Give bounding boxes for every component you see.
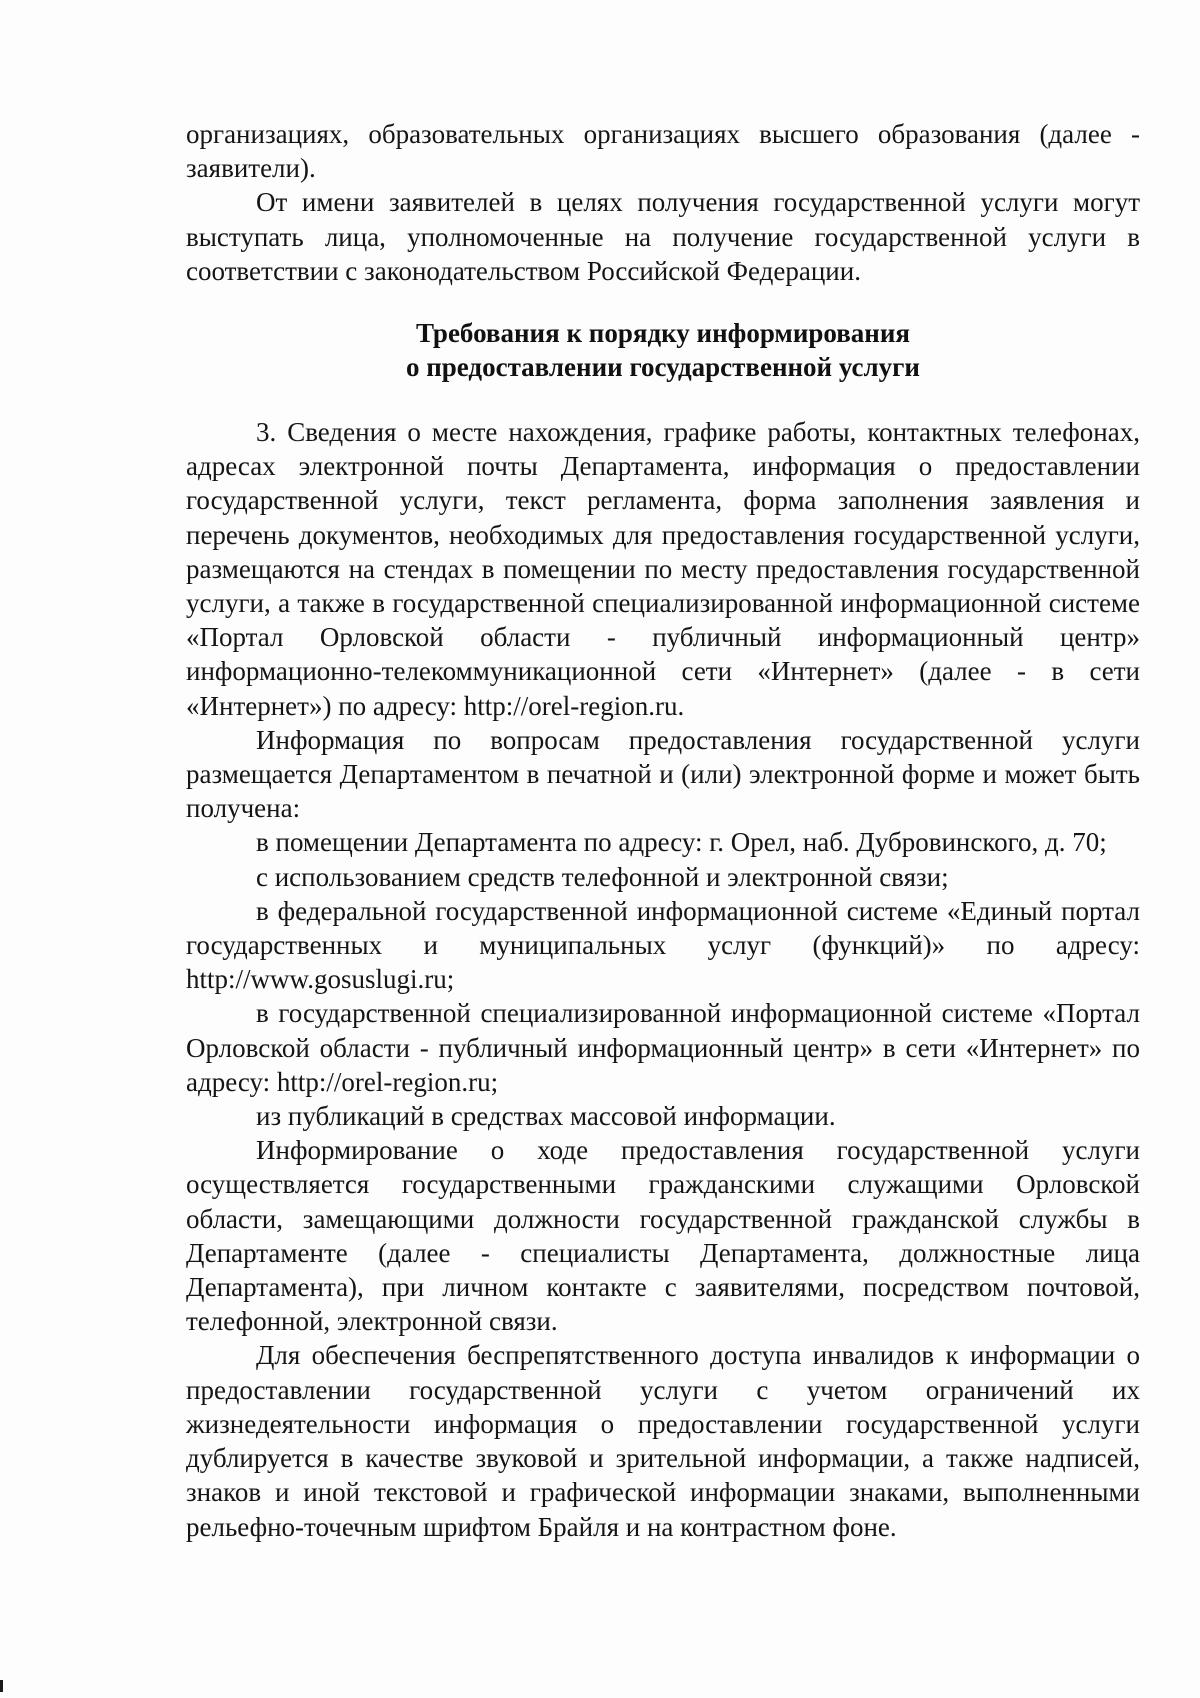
section-body (186, 415, 1140, 1544)
paragraph-orel-region-portal: в государственной специализированной информационной системе «Портал Орловской области - публичный информационный центр» в сети «Интернет» по адресу: http://orel-region.ru; (186, 998, 1140, 1097)
paragraph-progress-informing: Информирование о ходе предоставления государственной услуги осуществляется государственными гражданскими служащими Орловской области, замещающими должности государственной гражданской службы в Департаменте (далее - специалисты Департамента, должностные лица Департамента), при личном контакте с заявителями, посредством почтовой, телефонной, электронной связи. (186, 1135, 1140, 1337)
paragraph-gosuslugi-portal: в федеральной государственной информационной системе «Единый портал государственных и муниципальных услуг (функций)» по адресу: http://www.gosuslugi.ru; (186, 895, 1140, 995)
intro-paragraph-continuation: организациях, образовательных организациях высшего образования (далее - заявители). (186, 119, 1140, 184)
paragraph-3-info-placement: 3. Сведения о месте нахождения, графике работы, контактных телефонах, адресах электронной почты Департамента, информация о предоставлении государственной услуги, текст регламента, форма заполнения заявления и перечень документов, необходимых для предоставления государственной услуги, размещаются на стендах в помещении по месту предоставления государственной услуги, а также в государственной специализированной информационной системе «Портал Орловской области - публичный информационный центр» информационно-телекоммуникационной сети «Интернет» (далее - в сети «Интернет») по адресу: http://orel-region.ru. (186, 417, 1140, 721)
intro-paragraph-representatives: От имени заявителей в целях получения государственной услуги могут выступать лица, уполномоченные на получение государственной услуги в соответствии с законодательством Российской Федерации. (186, 187, 1140, 286)
section-heading-line-2: о предоставлении государственной услуги (405, 352, 920, 382)
section-heading (186, 316, 1140, 384)
intro-block (186, 117, 1140, 288)
scan-edge-mark (0, 1680, 3, 1692)
paragraph-mass-media: из публикаций в средствах массовой информации. (256, 1101, 836, 1132)
paragraph-info-channels-intro: Информация по вопросам предоставления государственной услуги размещается Департаментом в печатной и (или) электронной форме и может быть получена: (186, 724, 1140, 824)
section-heading-line-1: Требования к порядку информирования (415, 318, 911, 348)
paragraph-accessibility: Для обеспечения беспрепятственного доступа инвалидов к информации о предоставлении государственной услуги с учетом ограничений их жизнедеятельности информация о предоставлении государственной услуги дублируется в качестве звуковой и зрительной информации, а также надписей, знаков и иной текстовой и графической информации знаками, выполненными рельефно-точечным шрифтом Брайля и на контрастном фоне. (186, 1340, 1140, 1542)
paragraph-phone-email: с использованием средств телефонной и электронной связи; (256, 861, 949, 892)
paragraph-department-address: в помещении Департамента по адресу: г. Орел, наб. Дубровинского, д. 70; (256, 827, 1107, 858)
